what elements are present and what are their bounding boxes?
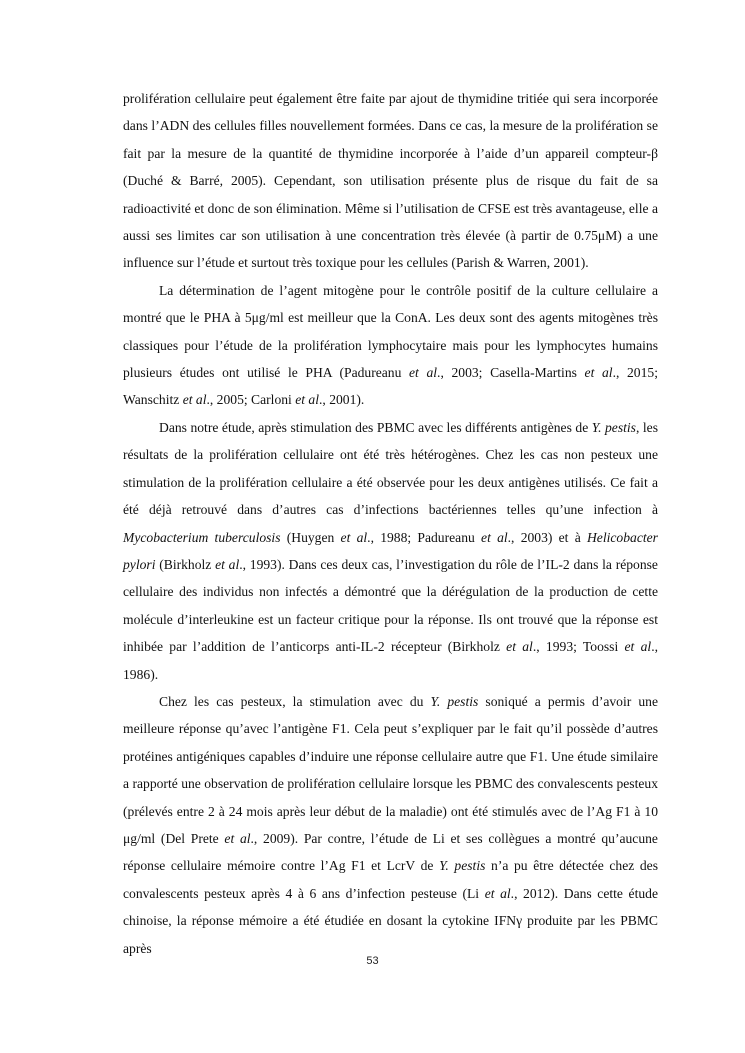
text-run: Chez les cas pesteux, la stimulation avec du: [159, 693, 431, 709]
page-number: 53: [366, 955, 379, 967]
text-run: ., 1993; Toossi: [532, 639, 625, 655]
paragraph-1: [123, 85, 658, 277]
italic-text: Helicobacter pylori: [123, 529, 658, 572]
paragraph-3: [123, 414, 658, 688]
text-run: ., 1986).: [123, 639, 658, 682]
italic-text: Y. pestis: [430, 693, 479, 709]
text-run: (Birkholz: [155, 556, 216, 572]
text-run: Dans notre étude, après stimulation des PBMC avec les différents antigènes de: [159, 419, 592, 435]
text-run: ., 1993). Dans ces deux cas, l’investigation du rôle de l’IL-2 dans la réponse cellulaire des individus non infectés a démontré que la dérégulation de la production de cette molécule d’interleukine est un facteur critique pour la réponse. Ils ont trouvé que la réponse est inhibée par l’addition de l’anticorps anti-IL-2 récepteur (Birkholz: [123, 556, 658, 655]
text-run: ., 1988; Padureanu: [367, 529, 482, 545]
text-run: La détermination de l’agent mitogène pour le contrôle positif de la culture cellulaire a montré que le PHA à 5μg/ml est meilleur que la ConA. Les deux sont des agents mitogènes très classiques pour l’étude de la prolifération lymphocytaire mais pour les lymphocytes humains plusieurs études ont utilisé le PHA (Padureanu: [123, 282, 658, 381]
italic-text: et al: [409, 365, 438, 381]
italic-text: et al: [215, 556, 240, 572]
italic-text: Y. pestis: [591, 419, 636, 435]
italic-text: et al: [624, 639, 652, 655]
document-body: [123, 85, 658, 962]
text-run: prolifération cellulaire peut également être faite par ajout de thymidine tritiée qui sera incorporée dans l’ADN des cellules filles nouvellement formées. Dans ce cas, la mesure de la prolifération se fait par la mesure de la quantité de thymidine incorporée à l’aide d’un appareil compteur-β (Duché & Barré, 2005). Cependant, son utilisation présente plus de risque du fait de sa radioactivité et donc de son élimination. Même si l’utilisation de CFSE est très avantageuse, elle a aussi ses limites car son utilisation à une concentration très élevée (à partir de 0.75μM) a une influence sur l’étude et surtout très toxique pour les cellules (Parish & Warren, 2001).: [123, 91, 658, 271]
italic-text: et al: [584, 365, 613, 381]
text-run: ., 2009). Par contre, l’étude de Li et ses collègues a montré qu’aucune réponse cellulaire mémoire contre l’Ag F1 et LcrV de: [123, 830, 658, 874]
text-run: (Huygen: [280, 529, 341, 545]
italic-text: et al: [506, 639, 533, 655]
text-run: ., 2001).: [319, 392, 365, 408]
italic-text: Y. pestis: [439, 858, 486, 874]
paragraph-2: [123, 277, 658, 414]
italic-text: et al: [182, 392, 207, 408]
text-run: soniqué a permis d’avoir une meilleure réponse qu’avec l’antigène F1. Cela peut s’expliquer par le fait qu’il possède d’autres protéines antigéniques capables d’induire une réponse cellulaire autre que F1. Une étude similaire a rapporté une observation de prolifération cellulaire lorsque les PBMC des convalescents pesteux (prélevés entre 2 à 24 mois après leur début de la maladie) ont été stimulés avec de l’Ag F1 à 10 μg/ml (Del Prete: [123, 693, 658, 846]
text-run: n’a pu être détectée chez des convalescents pesteux après 4 à 6 ans d’infection pesteuse (Li: [123, 858, 659, 901]
text-run: ., 2003) et à: [507, 529, 587, 545]
italic-text: et al: [481, 529, 508, 545]
italic-text: Mycobacterium tuberculosis: [123, 529, 281, 545]
text-run: ., 2005; Carloni: [206, 392, 296, 408]
italic-text: et al: [295, 392, 320, 408]
italic-text: et al: [224, 830, 251, 846]
text-run: , les résultats de la prolifération cellulaire ont été très hétérogènes. Chez les cas non pesteux une stimulation de la prolifération cellulaire a été observée pour les deux antigènes utilisés. Ce fait a été déjà retrouvé dans d’autres cas d’infections bactériennes telles qu’une infection à: [123, 419, 658, 518]
italic-text: et al: [340, 529, 368, 545]
text-run: ., 2003; Casella-Martins: [437, 365, 585, 381]
italic-text: et al: [484, 885, 511, 901]
paragraph-4: [123, 688, 658, 962]
text-run: ., 2012). Dans cette étude chinoise, la réponse mémoire a été étudiée en dosant la cytokine IFNγ produite par les PBMC après: [123, 885, 658, 956]
text-run: ., 2015; Wanschitz: [123, 365, 658, 408]
